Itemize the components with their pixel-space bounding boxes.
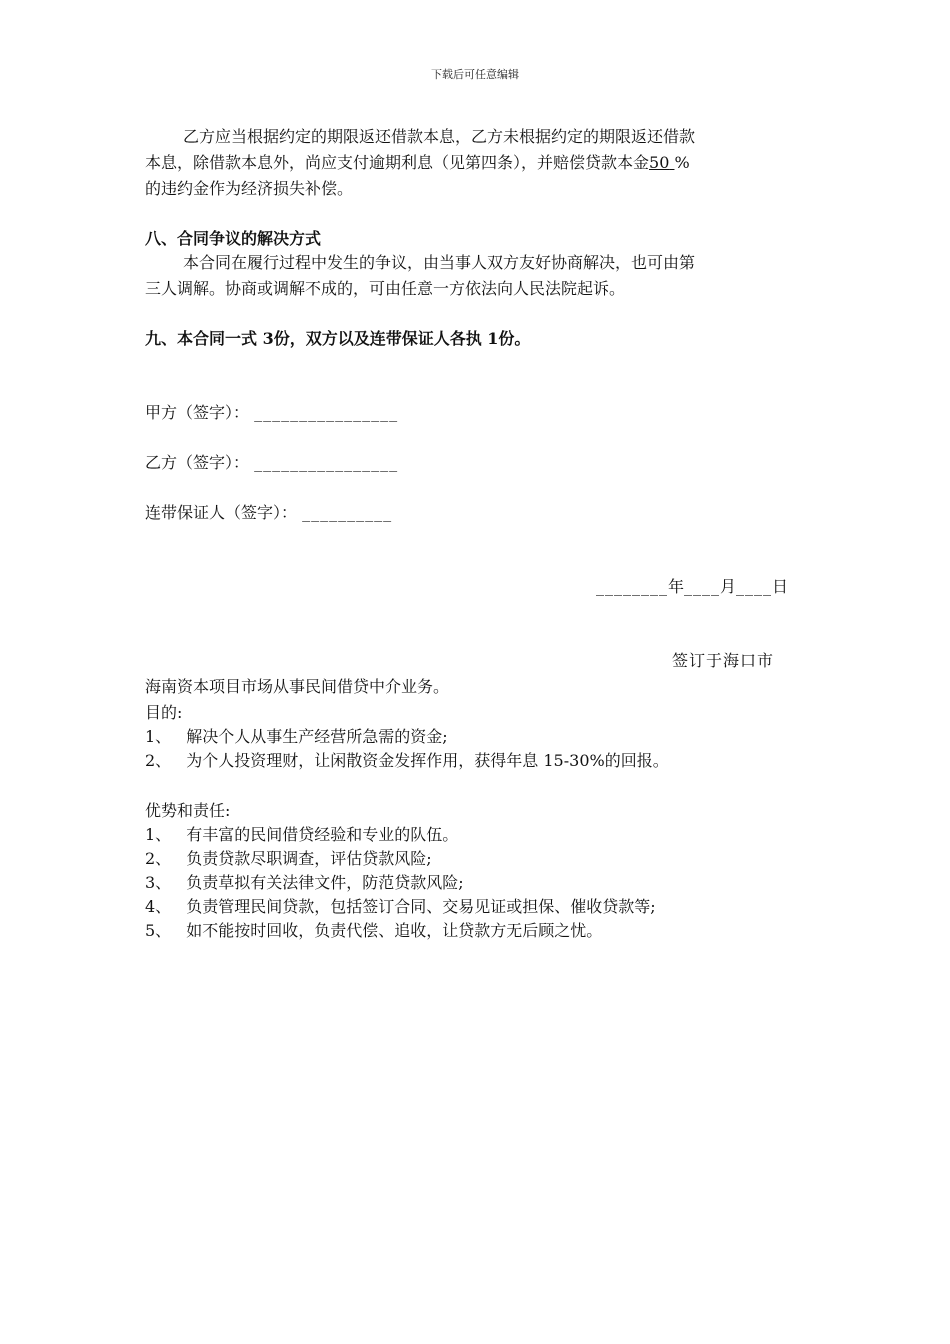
list-text: 为个人投资理财，让闲散资金发挥作用，获得年息 15-30%的回报。 [186, 751, 669, 770]
clause8-title: 八、合同争议的解决方式 [145, 229, 322, 248]
clause9-title: 九、本合同一式 3份，双方以及连带保证人各执 1份。 [145, 329, 531, 348]
signing-date [596, 574, 788, 600]
intro-text: 海南资本项目市场从事民间借贷中介业务。 [145, 677, 450, 696]
year-label: 年 [668, 577, 685, 596]
clause7-line3: 的违约金作为经济损失补偿。 [145, 179, 354, 198]
list-text: 负责草拟有关法律文件，防范贷款风险; [186, 873, 464, 892]
list-text: 负责贷款尽职调查，评估贷款风险; [186, 849, 432, 868]
clause7-line1: 乙方应当根据约定的期限返还借款本息，乙方未根据约定的期限返还借款 [183, 127, 696, 146]
signed-at-location: 签订于海口市 [672, 651, 775, 670]
advantage-item [145, 870, 464, 896]
party-b-signature-line: ________________ [254, 453, 399, 472]
list-number: 1、 [145, 825, 172, 844]
page-header-note: 下载后可任意编辑 [431, 68, 519, 81]
guarantor-label: 连带保证人（签字）： [145, 503, 298, 522]
list-number: 2、 [145, 849, 172, 868]
year-blank: ________ [596, 577, 668, 596]
month-blank: ____ [684, 577, 721, 596]
list-text: 有丰富的民间借贷经验和专业的队伍。 [186, 825, 459, 844]
advantage-item [145, 846, 432, 872]
advantages-heading: 优势和责任: [145, 801, 231, 820]
day-blank: ____ [736, 577, 773, 596]
advantage-item [145, 894, 656, 920]
list-number: 1、 [145, 727, 172, 746]
list-text: 解决个人从事生产经营所急需的资金; [186, 727, 448, 746]
party-a-signature-line: ________________ [254, 403, 399, 422]
advantage-item [145, 918, 602, 944]
signature-party-b [145, 450, 398, 476]
month-label: 月 [720, 577, 737, 596]
guarantor-signature-line: __________ [302, 503, 393, 522]
list-number: 5、 [145, 921, 172, 940]
list-text: 如不能按时回收，负责代偿、追收，让贷款方无后顾之忧。 [186, 921, 603, 940]
list-number: 4、 [145, 897, 172, 916]
party-b-label: 乙方（签字）： [145, 453, 250, 472]
party-a-label: 甲方（签字）： [145, 403, 250, 422]
purpose-heading: 目的: [145, 703, 183, 722]
signature-party-a [145, 400, 398, 426]
list-number: 2、 [145, 751, 172, 770]
day-label: 日 [772, 577, 789, 596]
clause8-line1: 本合同在履行过程中发生的争议，由当事人双方友好协商解决，也可由第 [183, 253, 696, 272]
purpose-item [145, 724, 448, 750]
penalty-rate-value: 50 [649, 153, 670, 172]
clause7-line2-text: 本息，除借款本息外，尚应支付逾期利息（见第四条），并赔偿贷款本金 [145, 153, 650, 172]
list-number: 3、 [145, 873, 172, 892]
signature-guarantor [145, 500, 392, 526]
advantage-item [145, 822, 458, 848]
clause7-line2 [145, 150, 785, 176]
list-text: 负责管理民间贷款，包括签订合同、交易见证或担保、催收贷款等; [186, 897, 656, 916]
purpose-item [145, 748, 669, 774]
clause8-line2: 三人调解。协商或调解不成的，可由任意一方依法向人民法院起诉。 [145, 279, 626, 298]
penalty-rate-unit: % [674, 153, 690, 172]
